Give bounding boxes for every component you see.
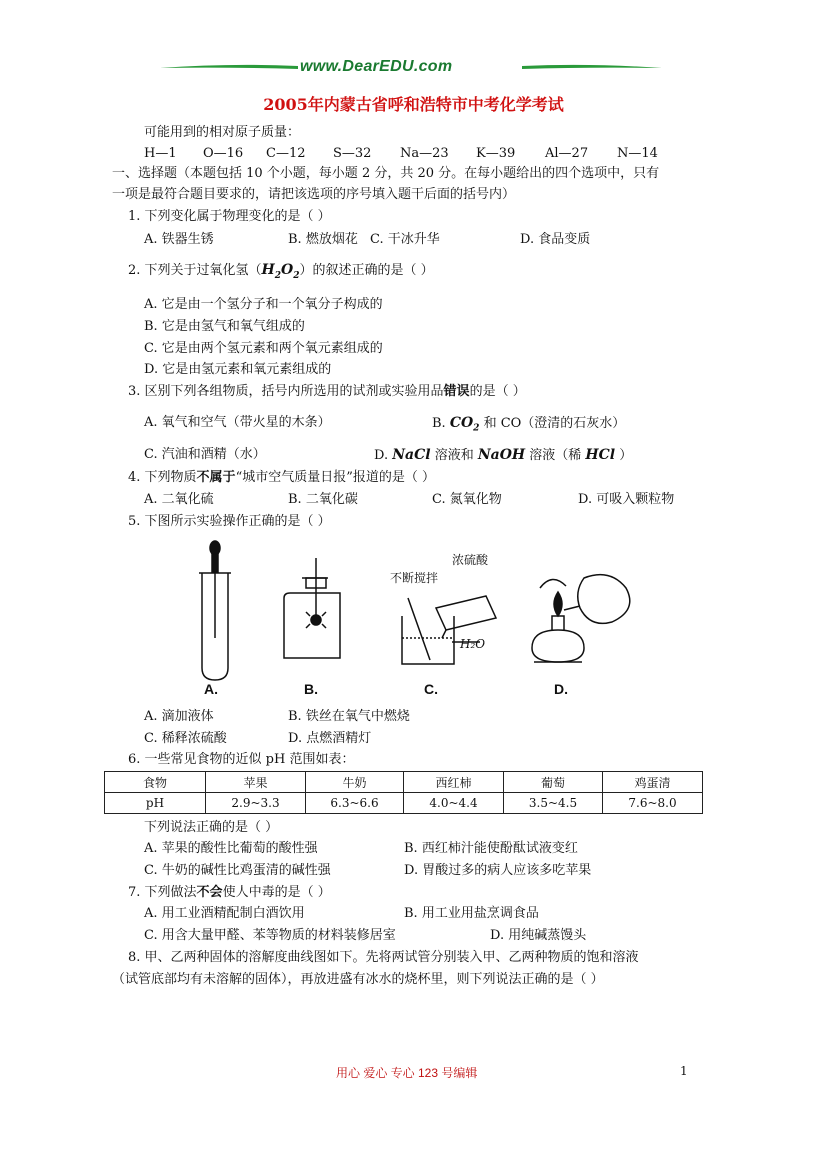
option-c: C. 干冰升华 — [370, 232, 440, 247]
stem-text: “城市空气质量日报”报道的是（ ） — [235, 470, 435, 485]
table-cell: 葡萄 — [504, 772, 603, 793]
option-a: A. 滴加液体 — [144, 709, 214, 724]
question-stem — [128, 384, 526, 400]
figure-label-b: B. — [304, 681, 318, 697]
formula-naoh: NaOH — [477, 447, 526, 463]
option-d — [374, 447, 632, 464]
atomic-mass-item: C—12 — [266, 146, 306, 161]
option-text: 溶液（稀 — [525, 448, 586, 463]
table-cell: 2.9~3.3 — [206, 793, 306, 814]
option-text: 溶液和 — [430, 448, 478, 463]
option-b: B. 它是由氢气和氧气组成的 — [144, 319, 305, 334]
table-cell: 6.3~6.6 — [306, 793, 404, 814]
question-stem-line1: 8. 甲、乙两种固体的溶解度曲线图如下。先将两试管分别装入甲、乙两种物质的饱和溶液 — [128, 950, 639, 965]
section-intro-line1: 一、选择题（本题包括 10 个小题，每小题 2 分，共 20 分。在每小题给出的四个选项中，只有 — [112, 166, 660, 181]
option-c: C. 稀释浓硫酸 — [144, 731, 227, 746]
figure-label-d: D. — [554, 681, 568, 697]
stem-text: 4. 下列物质 — [128, 470, 197, 485]
atomic-mass-item: K—39 — [476, 146, 516, 161]
footer-text: 用心 爱心 专心 123 号编辑 — [336, 1066, 478, 1080]
figure-c-dilution — [402, 596, 496, 664]
option-c: C. 牛奶的碱性比鸡蛋清的碱性强 — [144, 863, 331, 878]
table-cell: 7.6~8.0 — [603, 793, 703, 814]
question-stem-line2: （试管底部均有未溶解的固体），再放进盛有冰水的烧杯里，则下列说法正确的是（ ） — [112, 972, 604, 987]
question-stem — [128, 262, 434, 284]
formula-sub: 2 — [473, 423, 480, 434]
atomic-mass-intro: 可能用到的相对原子质量： — [144, 125, 301, 140]
option-label: B. — [432, 416, 450, 431]
figure-label-a: A. — [204, 681, 218, 697]
formula-nacl: NaCl — [392, 447, 431, 463]
option-label: D. — [374, 448, 393, 463]
option-text: 和 CO（澄清的石灰水） — [479, 416, 626, 431]
question-substem: 下列说法正确的是（ ） — [144, 820, 279, 835]
figure-d-alcohol-lamps — [532, 575, 630, 662]
figure-b-gas-jar — [284, 558, 340, 658]
stem-emphasis: 不属于 — [196, 470, 236, 485]
figure-a-dropper-test-tube — [199, 541, 231, 680]
lab-figure — [180, 538, 650, 698]
page-title: 2005年内蒙古省呼和浩特市中考化学考试 — [263, 95, 564, 114]
option-d: D. 食品变质 — [520, 232, 591, 247]
option-d: D. 可吸入颗粒物 — [578, 492, 675, 507]
stem-text: 2. 下列关于过氧化氢（ — [128, 263, 262, 278]
option-b: B. 铁丝在氧气中燃烧 — [288, 709, 410, 724]
option-d: D. 胃酸过多的病人应该多吃苹果 — [404, 863, 592, 878]
table-cell: 3.5~4.5 — [504, 793, 603, 814]
table-header-row — [105, 772, 703, 793]
formula-co2: CO — [449, 415, 474, 431]
option-b: B. 用工业用盐烹调食品 — [404, 906, 539, 921]
option-b: B. 燃放烟花 — [288, 232, 358, 247]
question-stem — [128, 470, 435, 486]
table-cell: 西红柿 — [404, 772, 504, 793]
atomic-mass-item: N—14 — [617, 146, 658, 161]
option-a: A. 铁器生锈 — [144, 232, 214, 247]
stem-text: 使人中毒的是（ ） — [222, 885, 331, 900]
atomic-mass-item: O—16 — [203, 146, 244, 161]
stem-text: 7. 下列做法 — [128, 885, 197, 900]
atomic-mass-item: S—32 — [333, 146, 372, 161]
fig-c-label-water: H₂O — [460, 637, 486, 651]
formula-hcl: HCl — [585, 447, 616, 463]
option-a: A. 用工业酒精配制白酒饮用 — [144, 906, 305, 921]
table-cell: 牛奶 — [306, 772, 404, 793]
question-stem — [128, 885, 331, 901]
table-row — [105, 793, 703, 814]
stem-text: ）的叙述正确的是（ ） — [299, 263, 434, 278]
figure-label-c: C. — [424, 681, 438, 697]
stem-text: 3. 区别下列各组物质，括号内所选用的试剂或实验用品 — [128, 384, 444, 399]
option-c: C. 氮氧化物 — [432, 492, 502, 507]
option-c: C. 它是由两个氢元素和两个氧元素组成的 — [144, 341, 383, 356]
fig-c-label-acid: 浓硫酸 — [452, 553, 489, 567]
formula-sub: 2 — [274, 270, 282, 281]
option-a: A. 它是由一个氢分子和一个氧分子构成的 — [144, 297, 383, 312]
question-stem: 6. 一些常见食物的近似 pH 范围如表： — [128, 752, 355, 767]
fig-c-label-stir: 不断搅拌 — [390, 571, 439, 585]
atomic-mass-item: H—1 — [144, 146, 177, 161]
formula-o: O — [281, 262, 294, 278]
table-cell: pH — [105, 793, 206, 814]
option-a: A. 二氧化硫 — [144, 492, 214, 507]
stem-text: 的是（ ） — [469, 384, 526, 399]
question-stem: 1. 下列变化属于物理变化的是（ ） — [128, 209, 331, 224]
table-cell: 4.0~4.4 — [404, 793, 504, 814]
ph-table — [104, 771, 703, 814]
option-a: A. 苹果的酸性比葡萄的酸性强 — [144, 841, 318, 856]
section-intro-line2: 一项是最符合题目要求的，请把该选项的序号填入题干后面的括号内） — [112, 187, 516, 202]
option-text: ） — [615, 448, 633, 463]
option-d: D. 用纯碱蒸馒头 — [490, 928, 587, 943]
option-b: B. 二氧化碳 — [288, 492, 358, 507]
site-url: www.DearEDU.com — [300, 58, 453, 75]
atomic-mass-item: Na—23 — [400, 146, 449, 161]
stem-emphasis: 错误 — [443, 384, 470, 399]
option-c: C. 用含大量甲醛、苯等物质的材料装修居室 — [144, 928, 396, 943]
option-a: A. 氧气和空气（带火星的木条） — [144, 415, 331, 430]
atomic-mass-item: Al—27 — [545, 146, 589, 161]
formula-h: H — [261, 262, 275, 278]
option-b — [432, 415, 625, 437]
table-cell: 苹果 — [206, 772, 306, 793]
formula-sub: 2 — [293, 270, 300, 281]
table-cell: 食物 — [105, 772, 206, 793]
option-b: B. 西红柿汁能使酚酞试液变红 — [404, 841, 578, 856]
formula-h2o2 — [261, 262, 300, 281]
question-stem: 5. 下图所示实验操作正确的是（ ） — [128, 514, 331, 529]
stem-emphasis: 不会 — [196, 885, 223, 900]
table-cell: 鸡蛋清 — [603, 772, 703, 793]
option-d: D. 点燃酒精灯 — [288, 731, 372, 746]
page-number: 1 — [680, 1064, 688, 1078]
option-c: C. 汽油和酒精（水） — [144, 447, 266, 462]
option-d: D. 它是由氢元素和氧元素组成的 — [144, 362, 332, 377]
